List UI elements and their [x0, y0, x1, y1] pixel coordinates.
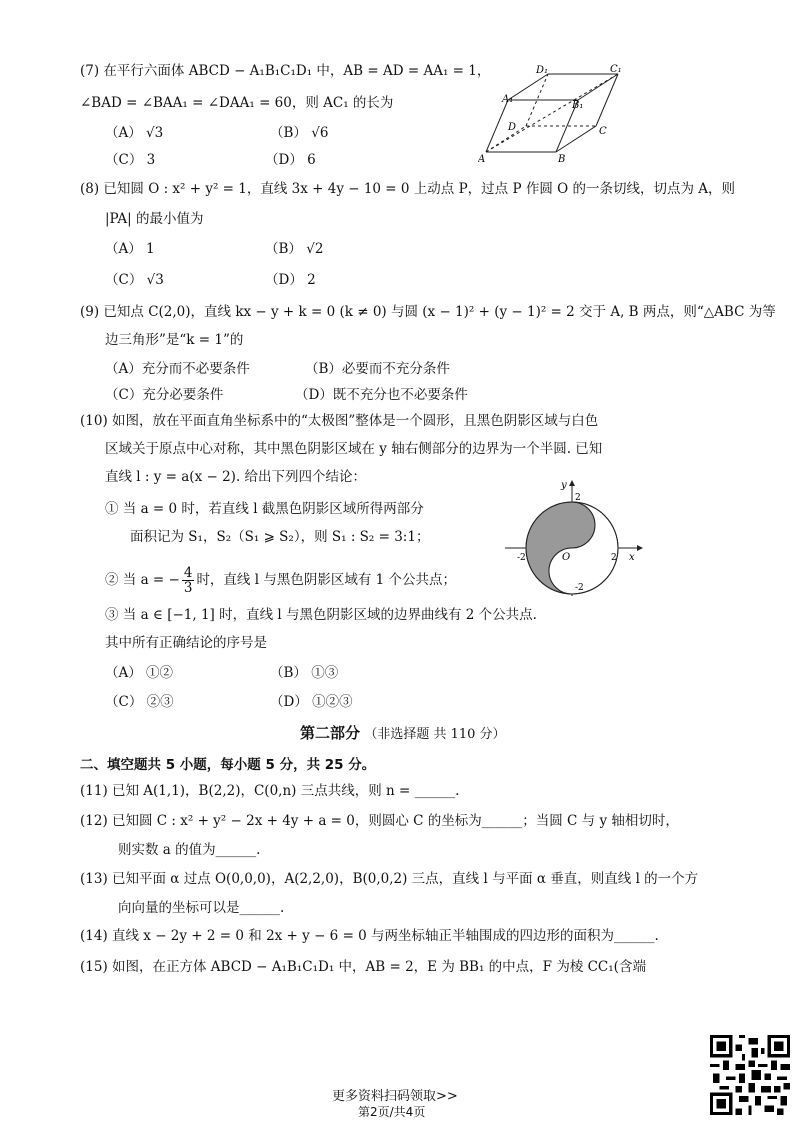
label-a: A [478, 154, 486, 164]
q15: (15) 如图，在正方体 ABCD − A₁B₁C₁D₁ 中，AB = 2，E 为 BB₁ 的中点，F 为棱 CC₁(含端 [80, 959, 646, 975]
q9-option-d: （D）既不充分也不必要条件 [295, 387, 468, 403]
q8-option-b: （B） √2 [265, 241, 324, 257]
q10-conclusion1b: 面积记为 S₁，S₂（S₁ ⩾ S₂），则 S₁ : S₂ = 3:1； [130, 529, 430, 545]
q10-line1: (10) 如图，放在平面直角坐标系中的“太极图”整体是一个圆形，且黑色阴影区域与白色 [80, 413, 599, 429]
q10-c2-denominator: 3 [183, 580, 193, 596]
section2-heading: 二、填空题共 5 小题，每小题 5 分，共 25 分。 [80, 757, 376, 773]
taiji-figure [505, 478, 645, 598]
footer-page-number: 第2页/共4页 [358, 1105, 426, 1119]
q12-line1: (12) 已知圆 C : x² + y² − 2x + 4y + a = 0，则圆心 C 的坐标为______；当圆 C 与 y 轴相切时， [80, 813, 679, 829]
q12-line2: 则实数 a 的值为______. [118, 842, 261, 858]
q10-conclusion2 [105, 566, 456, 595]
tick-y-2: 2 [575, 493, 581, 503]
q7-option-b: （B） √6 [270, 125, 329, 141]
q7-stem: (7) 在平行六面体 ABCD − A₁B₁C₁D₁ 中，AB = AD = AA₁ = 1， [80, 63, 491, 79]
q10-line3: 直线 l : y = a(x − 2). 给出下列四个结论： [105, 469, 367, 485]
q10-c2-prefix: ② 当 a = − [105, 572, 180, 588]
q10-conclusion1a: ① 当 a = 0 时，若直线 l 截黑色阴影区域所得两部分 [105, 501, 424, 517]
q8-continued: |PA| 的最小值为 [105, 211, 204, 227]
q10-conclusion3: ③ 当 a ∈ [−1, 1] 时，直线 l 与黑色阴影区域的边界曲线有 2 个公共点. [105, 607, 537, 623]
q10-option-d: （D） ①②③ [270, 694, 353, 710]
q8-option-d: （D） 2 [265, 272, 316, 288]
q9-stem: (9) 已知点 C(2,0)，直线 kx − y + k = 0 (k ≠ 0) 与圆 (x − 1)² + (y − 1)² = 2 交于 A, B 两点，则“△ABC 为等 [80, 304, 776, 320]
q14: (14) 直线 x − 2y + 2 = 0 和 2x + y − 6 = 0 与两坐标轴正半轴围成的四边形的面积为______. [80, 928, 659, 944]
label-b1: B₁ [572, 100, 584, 111]
q7-condition: ∠BAD = ∠BAA₁ = ∠DAA₁ = 60，则 AC₁ 的长为 [80, 95, 394, 111]
q10-c2-suffix: 时，直线 l 与黑色阴影区域有 1 个公共点； [196, 572, 457, 588]
axis-x-label: x [629, 552, 635, 563]
label-b: B [558, 154, 566, 164]
parallelepiped-figure [478, 64, 628, 164]
q10-option-b: （B） ①③ [270, 665, 339, 681]
label-c1: C₁ [610, 64, 622, 75]
label-d1: D₁ [536, 65, 549, 76]
q8-option-c: （C） √3 [105, 272, 164, 288]
origin-label: O [562, 552, 571, 563]
q10-c2-numerator: 4 [183, 565, 193, 581]
q10-c2-fraction [182, 566, 195, 595]
label-c: C [599, 126, 607, 137]
q13-line1: (13) 已知平面 α 过点 O(0,0,0)，A(2,2,0)，B(0,0,2) 三点，直线 l 与平面 α 垂直，则直线 l 的一个方 [80, 871, 699, 887]
tick-y-neg2: -2 [575, 583, 584, 593]
q8-option-a: （A） 1 [105, 241, 155, 257]
q9-option-c: （C）充分必要条件 [105, 387, 224, 403]
part2-header [300, 724, 506, 744]
q10-option-c: （C） ②③ [105, 694, 174, 710]
label-a1: A₁ [502, 94, 514, 105]
q9-option-b: （B）必要而不充分条件 [305, 361, 450, 377]
q9-continued: 边三角形”是“k = 1”的 [105, 332, 244, 348]
q13-line2: 向向量的坐标可以是______. [118, 900, 285, 916]
q7-option-c: （C） 3 [105, 152, 156, 168]
axis-y-label: y [561, 480, 567, 491]
label-d: D [508, 122, 517, 133]
tick-x-2: 2 [611, 553, 617, 563]
q10-line2: 区域关于原点中心对称，其中黑色阴影区域在 y 轴右侧部分的边界为一个半圆. 已知 [105, 441, 603, 457]
q7-option-a: （A） √3 [105, 125, 164, 141]
q10-ask: 其中所有正确结论的序号是 [105, 635, 267, 651]
q10-option-a: （A） ①② [105, 665, 174, 681]
tick-x-neg2: -2 [517, 553, 526, 563]
q7-option-d: （D） 6 [265, 152, 316, 168]
q9-option-a: （A）充分而不必要条件 [105, 361, 250, 377]
q8-stem: (8) 已知圆 O : x² + y² = 1，直线 3x + 4y − 10 = 0 上动点 P，过点 P 作圆 O 的一条切线，切点为 A，则 [80, 181, 736, 197]
part2-title: 第二部分 [300, 724, 361, 742]
footer-more-resources[interactable]: 更多资料扫码领取>> [332, 1089, 458, 1104]
q11: (11) 已知 A(1,1)，B(2,2)，C(0,n) 三点共线，则 n = ______. [80, 783, 460, 799]
qr-code-icon [710, 1035, 790, 1115]
part2-note: （非选择题 共 110 分） [364, 727, 506, 742]
